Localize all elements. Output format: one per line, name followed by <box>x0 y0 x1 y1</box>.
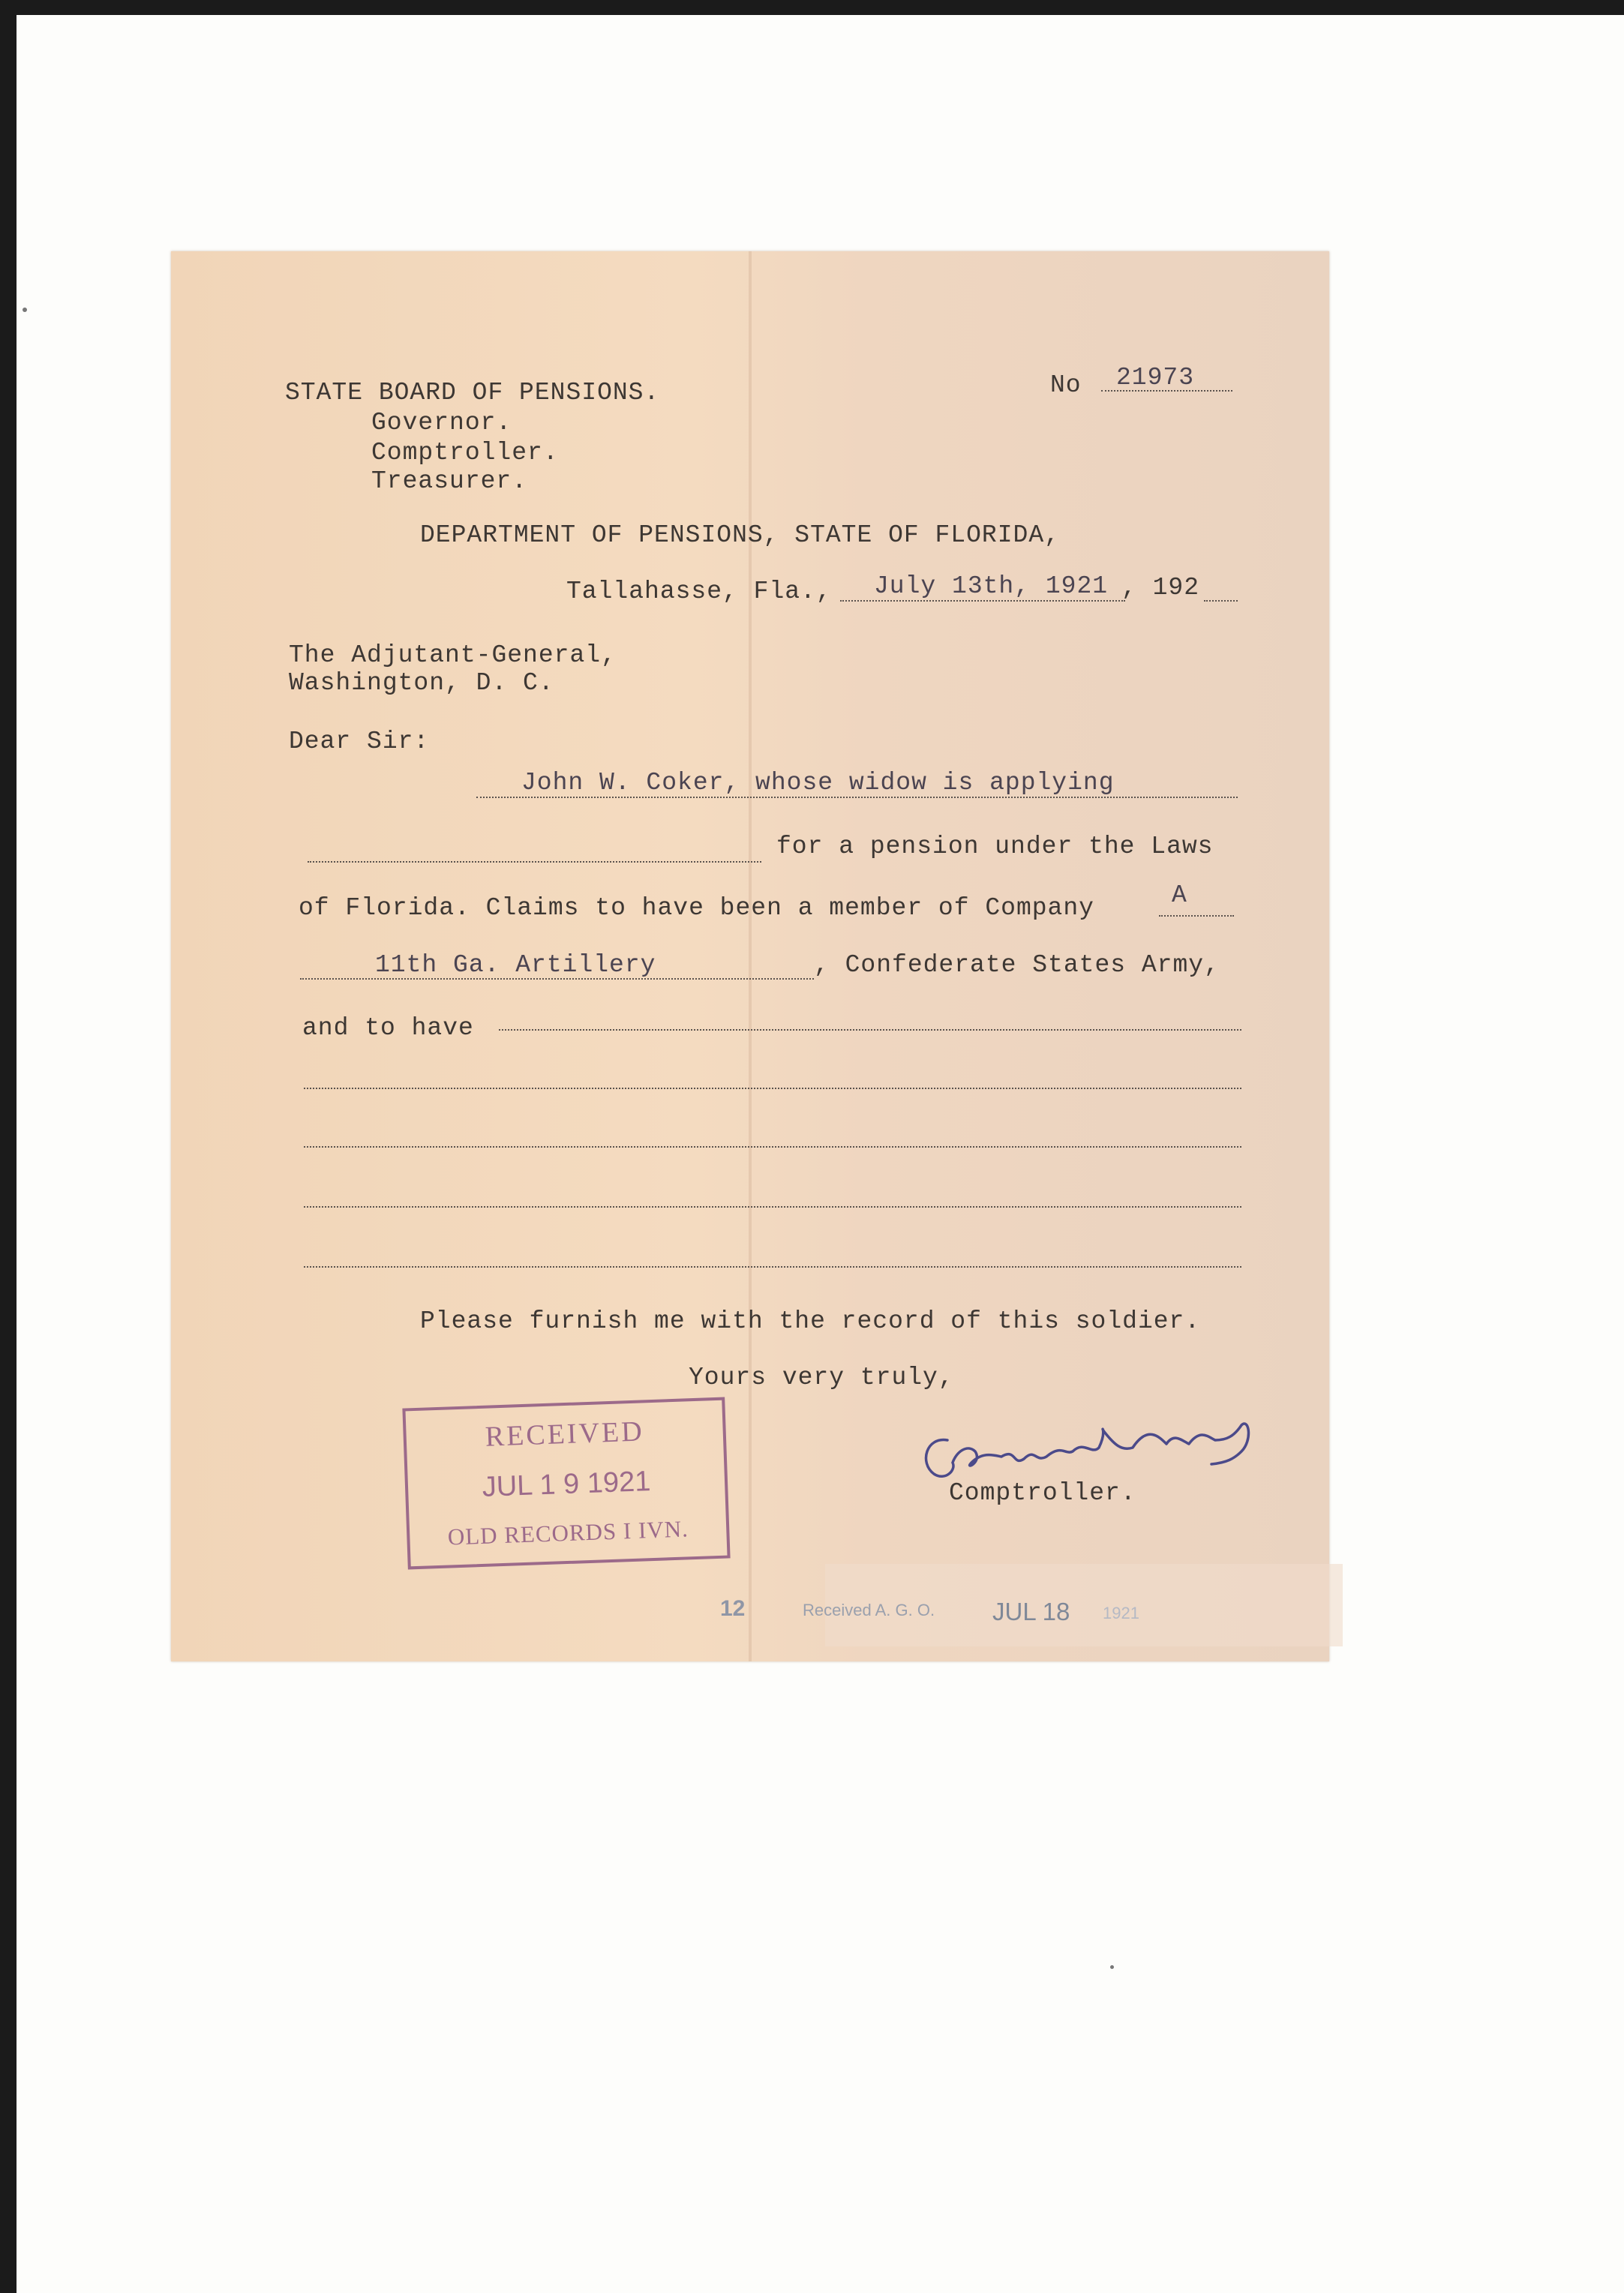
have-line-1 <box>499 1029 1241 1031</box>
received-stamp-date: JUL 1 9 1921 <box>482 1466 652 1503</box>
applicant-fill: John W. Coker, whose widow is applying <box>521 769 1115 797</box>
have-line-3 <box>304 1146 1241 1148</box>
board-member-treasurer: Treasurer. <box>371 467 528 495</box>
date-value: July 13th, 1921 <box>874 572 1109 600</box>
recipient-line-1: The Adjutant-General, <box>289 641 617 669</box>
closing: Yours very truly, <box>689 1364 954 1391</box>
board-member-governor: Governor. <box>371 409 512 437</box>
recipient-line-2: Washington, D. C. <box>289 669 554 697</box>
bottom-stamp-year: 1921 <box>1103 1604 1139 1622</box>
number-label: No <box>1050 371 1082 399</box>
place-prefix: Tallahasse, Fla., <box>566 578 832 605</box>
number-line <box>1101 390 1232 392</box>
applicant-line <box>476 797 1238 798</box>
pension-text: for a pension under the Laws <box>776 833 1214 860</box>
company-fill: A <box>1172 881 1187 909</box>
unit-fill: 11th Ga. Artillery <box>375 951 656 979</box>
received-stamp <box>402 1397 730 1570</box>
date-suffix: , 192 <box>1121 574 1200 602</box>
board-member-comptroller: Comptroller. <box>371 439 559 467</box>
signer-title: Comptroller. <box>949 1479 1136 1507</box>
have-line-5 <box>304 1266 1241 1268</box>
claims-text: of Florida. Claims to have been a member of Company <box>299 894 1094 922</box>
scan-speck <box>1110 1965 1114 1969</box>
unit-line <box>300 978 814 980</box>
bottom-stamp-text: Received A. G. O. <box>803 1601 935 1619</box>
applicant-line-2 <box>308 861 761 863</box>
salutation: Dear Sir: <box>289 728 430 755</box>
have-line-2 <box>304 1088 1241 1089</box>
have-line-4 <box>304 1206 1241 1208</box>
scan-speck <box>23 308 27 312</box>
scan-border-top <box>0 0 1624 15</box>
number-value: 21973 <box>1116 364 1195 392</box>
date-line <box>840 600 1125 602</box>
board-title: STATE BOARD OF PENSIONS. <box>285 379 660 407</box>
department-heading: DEPARTMENT OF PENSIONS, STATE OF FLORIDA, <box>420 521 1060 549</box>
bottom-stamp-number: 12 <box>720 1596 746 1621</box>
received-stamp-line-1: RECEIVED <box>485 1415 645 1453</box>
company-line <box>1159 915 1234 917</box>
bottom-stamp-date: JUL 18 <box>992 1598 1070 1625</box>
received-stamp-line-3: OLD RECORDS I IVN. <box>447 1515 689 1550</box>
army-text: , Confederate States Army, <box>814 951 1220 979</box>
year-line <box>1204 600 1238 602</box>
and-to-have: and to have <box>302 1014 474 1042</box>
scan-border-left <box>0 0 17 2293</box>
request-text: Please furnish me with the record of this soldier. <box>420 1307 1201 1335</box>
